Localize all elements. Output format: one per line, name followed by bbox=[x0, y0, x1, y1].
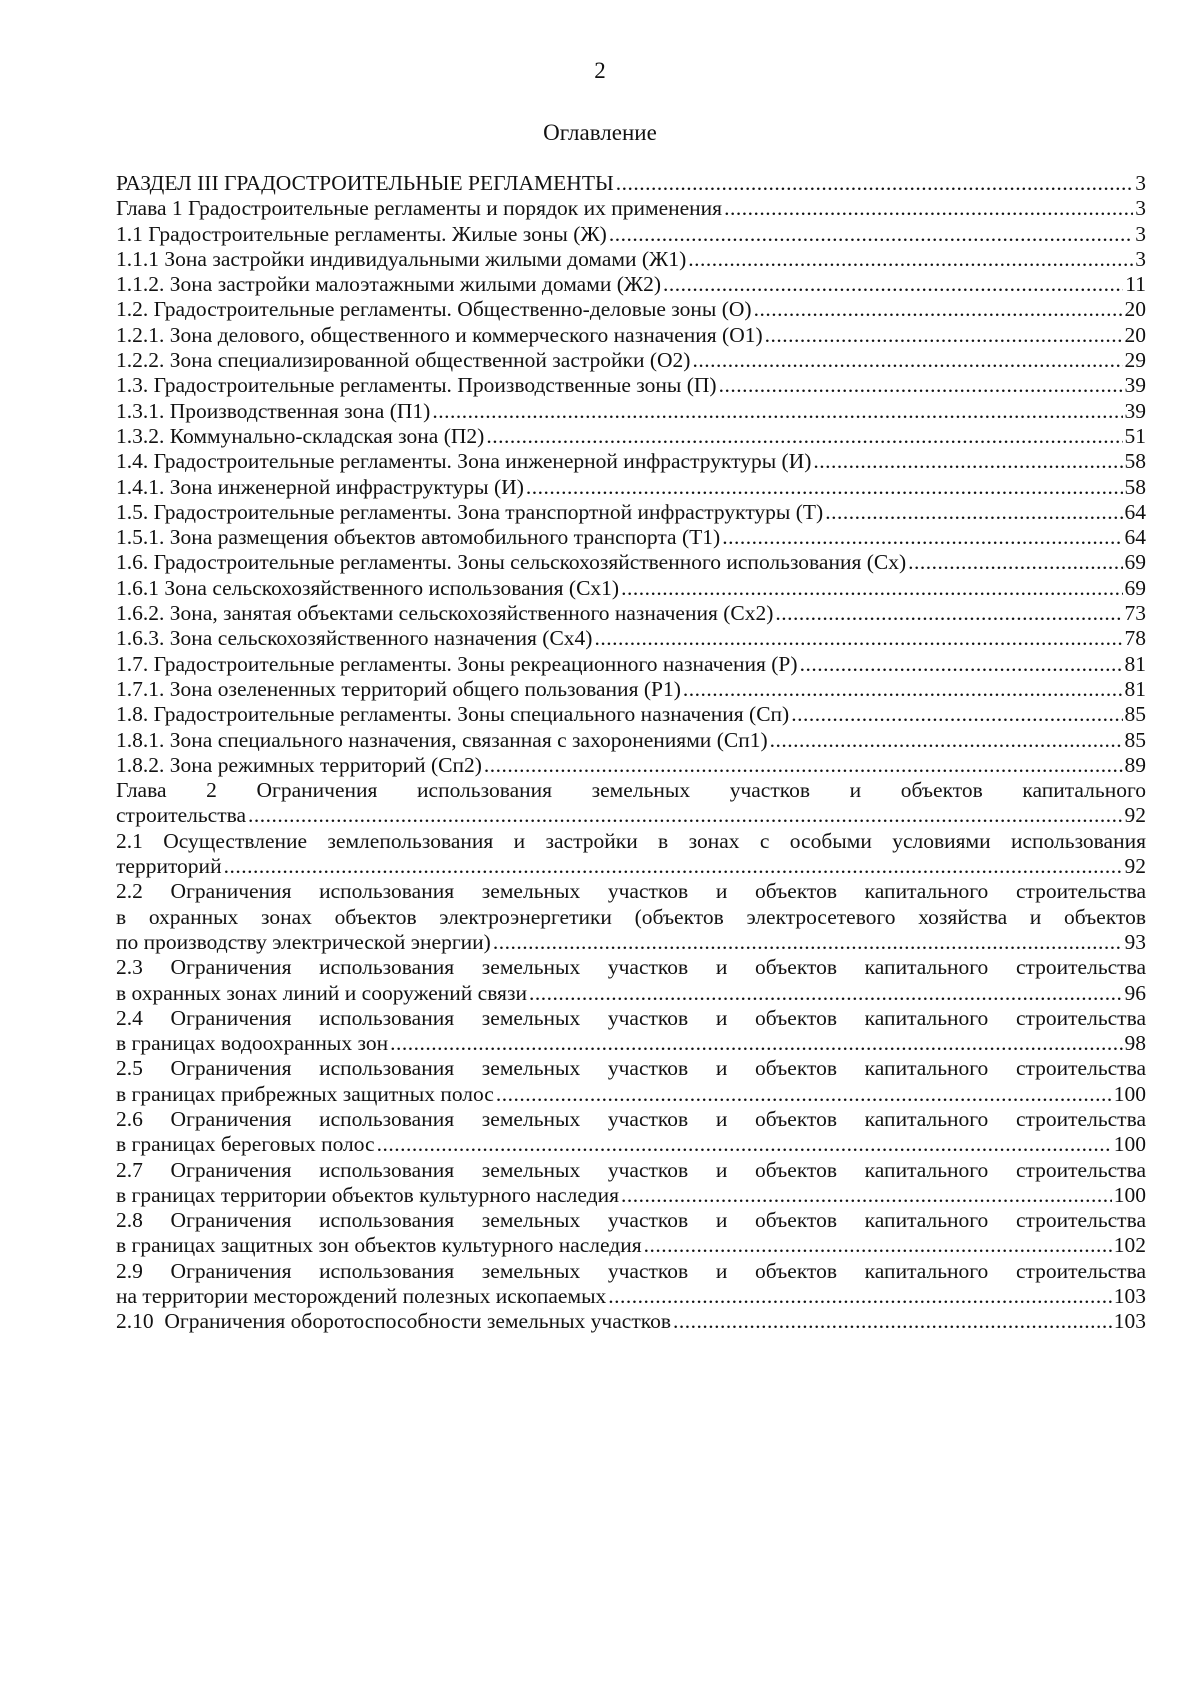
toc-entry[interactable] bbox=[116, 297, 1146, 322]
toc-entry-text: 1.4.1. Зона инженерной инфраструктуры (И) bbox=[116, 474, 524, 499]
toc-entry-text: 2.1 Осуществление землепользования и застройки в зонах с особыми условиями использования bbox=[116, 828, 1146, 853]
dot-leader bbox=[432, 399, 1122, 424]
toc-entry[interactable] bbox=[116, 879, 1146, 955]
toc-entry-page: 89 bbox=[1124, 752, 1146, 777]
toc-entry[interactable] bbox=[116, 702, 1146, 727]
toc-entry[interactable] bbox=[116, 272, 1146, 297]
dot-leader bbox=[390, 1031, 1122, 1056]
toc-entry-page: 92 bbox=[1124, 803, 1146, 828]
toc-entry-page: 100 bbox=[1113, 1081, 1146, 1106]
toc-entry[interactable] bbox=[116, 601, 1146, 626]
toc-entry-page: 78 bbox=[1124, 626, 1146, 651]
toc-entry-text: 1.6.1 Зона сельскохозяйственного использования (Сх1) bbox=[116, 575, 620, 600]
toc-entry-text: 1.2.1. Зона делового, общественного и коммерческого назначения (О1) bbox=[116, 322, 763, 347]
dot-leader bbox=[621, 576, 1122, 601]
toc-entry-text: 1.6.3. Зона сельскохозяйственного назначения (Сх4) bbox=[116, 626, 593, 651]
toc-entry[interactable] bbox=[116, 576, 1146, 601]
toc-entry-text: 1.8. Градостроительные регламенты. Зоны специального назначения (Сп) bbox=[116, 702, 790, 727]
dot-leader bbox=[594, 626, 1122, 651]
toc-entry-page: 81 bbox=[1124, 651, 1146, 676]
toc-entry-page: 64 bbox=[1124, 499, 1146, 524]
dot-leader bbox=[688, 247, 1133, 272]
dot-leader bbox=[800, 652, 1123, 677]
toc-entry-text: 1.1.2. Зона застройки малоэтажными жилыми домами (Ж2) bbox=[116, 272, 662, 297]
dot-leader bbox=[813, 449, 1122, 474]
dot-leader bbox=[775, 601, 1122, 626]
toc-entry-page: 20 bbox=[1124, 297, 1146, 322]
toc-entry-text: по производству электрической энергии) bbox=[116, 929, 491, 954]
toc-entry[interactable] bbox=[116, 1056, 1146, 1107]
toc-entry-page: 3 bbox=[1135, 221, 1146, 246]
dot-leader bbox=[529, 981, 1123, 1006]
toc-entry[interactable] bbox=[116, 626, 1146, 651]
dot-leader bbox=[673, 1309, 1112, 1334]
toc-entry-page: 92 bbox=[1124, 854, 1146, 879]
toc-entry-text: 2.4 Ограничения использования земельных участков и объектов капитального строительства bbox=[116, 1005, 1146, 1030]
toc-entry-page: 85 bbox=[1124, 702, 1146, 727]
toc-entry-text: в границах защитных зон объектов культурного наследия bbox=[116, 1233, 642, 1258]
dot-leader bbox=[609, 222, 1133, 247]
toc-entry-text: 2.10 Ограничения оборотоспособности земельных участков bbox=[116, 1309, 671, 1334]
dot-leader bbox=[692, 348, 1122, 373]
toc-entry-text: 1.8.2. Зона режимных территорий (Сп2) bbox=[116, 752, 482, 777]
dot-leader bbox=[224, 854, 1123, 879]
dot-leader bbox=[724, 196, 1133, 221]
table-of-contents bbox=[116, 171, 1146, 1335]
toc-entry[interactable] bbox=[116, 728, 1146, 753]
toc-entry[interactable] bbox=[116, 348, 1146, 373]
toc-entry[interactable] bbox=[116, 1158, 1146, 1209]
toc-entry-text: на территории месторождений полезных ископаемых bbox=[116, 1284, 607, 1309]
dot-leader bbox=[719, 373, 1123, 398]
toc-entry-page: 3 bbox=[1135, 246, 1146, 271]
toc-entry-page: 100 bbox=[1113, 1182, 1146, 1207]
toc-entry-text: 1.6. Градостроительные регламенты. Зоны сельскохозяйственного использования (Сх) bbox=[116, 550, 907, 575]
toc-entry-page: 39 bbox=[1124, 373, 1146, 398]
toc-entry[interactable] bbox=[116, 829, 1146, 880]
toc-entry-text: 1.3.2. Коммунально-складская зона (П2) bbox=[116, 423, 485, 448]
toc-entry[interactable] bbox=[116, 222, 1146, 247]
toc-entry[interactable] bbox=[116, 1208, 1146, 1259]
toc-entry-page: 81 bbox=[1124, 676, 1146, 701]
dot-leader bbox=[644, 1233, 1112, 1258]
toc-entry[interactable] bbox=[116, 449, 1146, 474]
toc-entry-page: 69 bbox=[1124, 575, 1146, 600]
toc-entry-text: 1.2.2. Зона специализированной общественной застройки (О2) bbox=[116, 348, 691, 373]
toc-entry-text: 2.7 Ограничения использования земельных участков и объектов капитального строительства bbox=[116, 1157, 1146, 1182]
dot-leader bbox=[825, 500, 1122, 525]
toc-entry[interactable] bbox=[116, 323, 1146, 348]
toc-entry-page: 102 bbox=[1113, 1233, 1146, 1258]
dot-leader bbox=[663, 272, 1123, 297]
toc-entry-text: в границах береговых полос bbox=[116, 1132, 375, 1157]
toc-entry-text: 1.5. Градостроительные регламенты. Зона транспортной инфраструктуры (Т) bbox=[116, 499, 824, 524]
toc-entry-text: 2.9 Ограничения использования земельных участков и объектов капитального строительства bbox=[116, 1258, 1146, 1283]
toc-entry-page: 51 bbox=[1124, 423, 1146, 448]
toc-entry[interactable] bbox=[116, 399, 1146, 424]
dot-leader bbox=[493, 930, 1123, 955]
toc-entry[interactable] bbox=[116, 196, 1146, 221]
toc-entry-page: 98 bbox=[1124, 1031, 1146, 1056]
toc-entry[interactable] bbox=[116, 778, 1146, 829]
toc-entry[interactable] bbox=[116, 652, 1146, 677]
toc-entry-text: 1.7. Градостроительные регламенты. Зоны рекреационного назначения (Р) bbox=[116, 651, 798, 676]
toc-entry-page: 3 bbox=[1135, 196, 1146, 221]
toc-entry[interactable] bbox=[116, 677, 1146, 702]
dot-leader bbox=[248, 803, 1122, 828]
dot-leader bbox=[377, 1132, 1112, 1157]
toc-entry-text: 2.2 Ограничения использования земельных участков и объектов капитального строительства bbox=[116, 879, 1146, 904]
dot-leader bbox=[683, 677, 1123, 702]
toc-entry[interactable] bbox=[116, 753, 1146, 778]
toc-entry-text: 1.4. Градостроительные регламенты. Зона инженерной инфраструктуры (И) bbox=[116, 449, 812, 474]
dot-leader bbox=[765, 323, 1123, 348]
toc-entry-text: 1.3. Градостроительные регламенты. Производственные зоны (П) bbox=[116, 373, 717, 398]
toc-entry-page: 29 bbox=[1124, 348, 1146, 373]
toc-entry-page: 103 bbox=[1113, 1309, 1146, 1334]
toc-entry[interactable] bbox=[116, 955, 1146, 1006]
toc-entry-text: в границах прибрежных защитных полос bbox=[116, 1081, 494, 1106]
toc-entry-page: 100 bbox=[1113, 1132, 1146, 1157]
toc-entry-text: 1.2. Градостроительные регламенты. Общественно-деловые зоны (О) bbox=[116, 297, 752, 322]
dot-leader bbox=[791, 702, 1122, 727]
toc-entry-text: 2.6 Ограничения использования земельных участков и объектов капитального строительства bbox=[116, 1106, 1146, 1131]
toc-entry[interactable] bbox=[116, 1309, 1146, 1334]
toc-entry-text: 2.5 Ограничения использования земельных участков и объектов капитального строительства bbox=[116, 1056, 1146, 1081]
toc-entry[interactable] bbox=[116, 475, 1146, 500]
toc-entry-text: 1.5.1. Зона размещения объектов автомобильного транспорта (Т1) bbox=[116, 525, 721, 550]
toc-entry-text: 2.3 Ограничения использования земельных участков и объектов капитального строительства bbox=[116, 955, 1146, 980]
toc-entry-page: 103 bbox=[1113, 1284, 1146, 1309]
toc-entry-text: 1.6.2. Зона, занятая объектами сельскохозяйственного назначения (Сх2) bbox=[116, 601, 774, 626]
toc-entry-text: 1.1 Градостроительные регламенты. Жилые зоны (Ж) bbox=[116, 221, 607, 246]
dot-leader bbox=[526, 475, 1123, 500]
dot-leader bbox=[754, 297, 1123, 322]
dot-leader bbox=[770, 728, 1123, 753]
toc-entry[interactable] bbox=[116, 373, 1146, 398]
toc-entry-page: 58 bbox=[1124, 474, 1146, 499]
toc-entry-text: Глава 2 Ограничения использования земельных участков и объектов капитального bbox=[116, 778, 1146, 803]
toc-entry-text: 1.8.1. Зона специального назначения, связанная с захоронениями (Сп1) bbox=[116, 727, 768, 752]
toc-entry-page: 20 bbox=[1124, 322, 1146, 347]
page-number: 2 bbox=[594, 58, 606, 83]
toc-entry-text: в охранных зонах линий и сооружений связи bbox=[116, 980, 527, 1005]
toc-entry-text: 2.8 Ограничения использования земельных участков и объектов капитального строительства bbox=[116, 1208, 1146, 1233]
toc-entry-page: 11 bbox=[1125, 272, 1146, 297]
toc-entry-page: 39 bbox=[1124, 398, 1146, 423]
toc-entry-text: Глава 1 Градостроительные регламенты и порядок их применения bbox=[116, 196, 723, 221]
toc-entry-page: 58 bbox=[1124, 449, 1146, 474]
dot-leader bbox=[496, 1082, 1112, 1107]
toc-entry-text: 1.7.1. Зона озелененных территорий общего пользования (Р1) bbox=[116, 676, 681, 701]
toc-entry[interactable] bbox=[116, 1259, 1146, 1310]
toc-entry[interactable] bbox=[116, 550, 1146, 575]
toc-entry[interactable] bbox=[116, 1006, 1146, 1057]
dot-leader bbox=[608, 1284, 1111, 1309]
toc-entry-text: в границах территории объектов культурного наследия bbox=[116, 1182, 619, 1207]
toc-entry-page: 73 bbox=[1124, 601, 1146, 626]
dot-leader bbox=[908, 550, 1122, 575]
toc-entry-page: 69 bbox=[1124, 550, 1146, 575]
toc-entry[interactable] bbox=[116, 500, 1146, 525]
dot-leader bbox=[486, 424, 1122, 449]
toc-title: Оглавление bbox=[543, 120, 657, 145]
toc-entry-text: РАЗДЕЛ III ГРАДОСТРОИТЕЛЬНЫЕ РЕГЛАМЕНТЫ bbox=[116, 171, 614, 195]
dot-leader bbox=[621, 1183, 1112, 1208]
toc-entry-text: 1.3.1. Производственная зона (П1) bbox=[116, 398, 431, 423]
toc-entry-page: 85 bbox=[1124, 727, 1146, 752]
toc-entry[interactable] bbox=[116, 525, 1146, 550]
toc-entry-page: 64 bbox=[1124, 525, 1146, 550]
toc-entry-text: 1.1.1 Зона застройки индивидуальными жилыми домами (Ж1) bbox=[116, 246, 687, 271]
toc-entry[interactable] bbox=[116, 171, 1146, 196]
dot-leader bbox=[484, 753, 1123, 778]
toc-entry[interactable] bbox=[116, 424, 1146, 449]
toc-entry[interactable] bbox=[116, 247, 1146, 272]
toc-entry-text: в границах водоохранных зон bbox=[116, 1031, 389, 1056]
toc-entry-page: 96 bbox=[1124, 980, 1146, 1005]
toc-entry-text: в охранных зонах объектов электроэнергетики (объектов электросетевого хозяйства и объектов bbox=[116, 904, 1146, 929]
toc-entry-page: 3 bbox=[1135, 171, 1146, 195]
toc-entry-text: территорий bbox=[116, 854, 222, 879]
toc-entry-text: строительства bbox=[116, 803, 247, 828]
dot-leader bbox=[722, 525, 1122, 550]
toc-entry[interactable] bbox=[116, 1107, 1146, 1158]
toc-entry-page: 93 bbox=[1124, 929, 1146, 954]
dot-leader bbox=[616, 171, 1134, 196]
